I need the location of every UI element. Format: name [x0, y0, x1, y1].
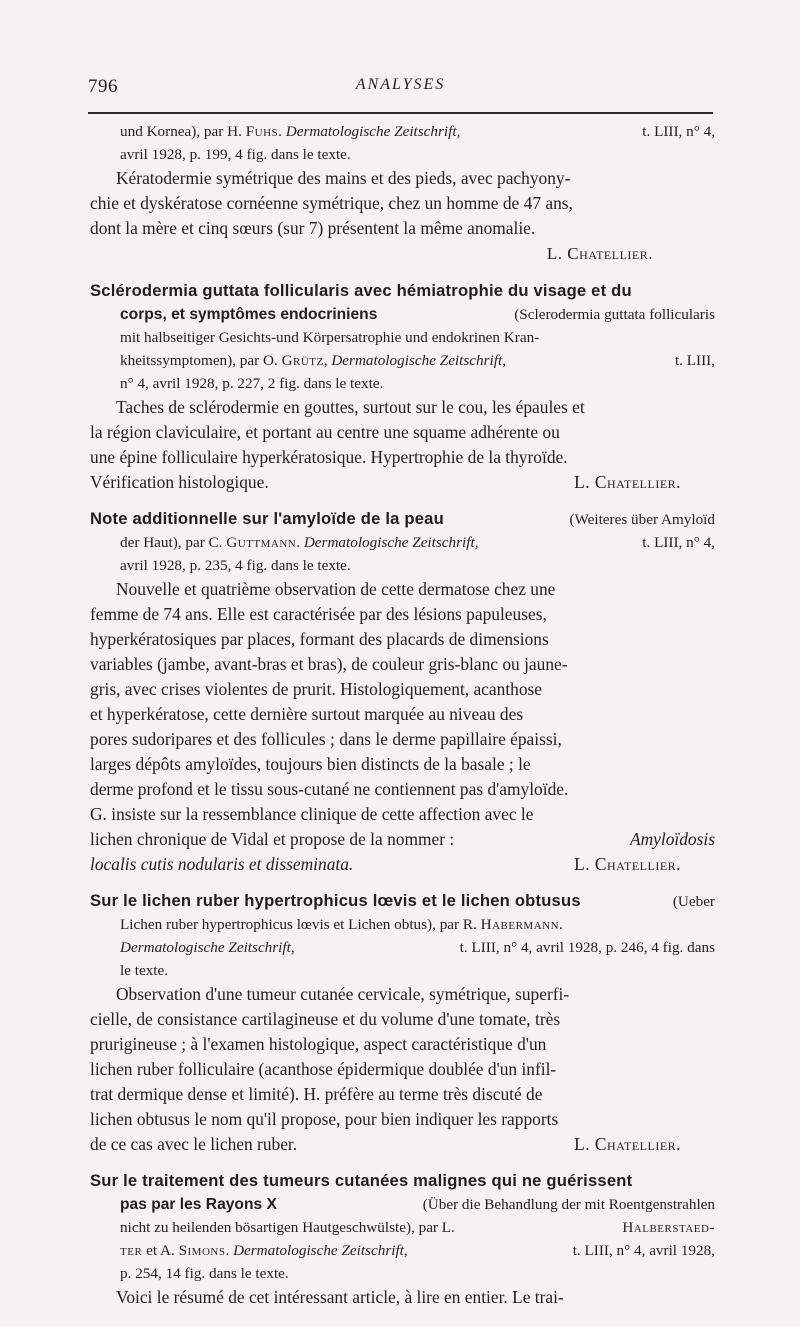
header-rule — [88, 112, 713, 114]
body-line: larges dépôts amyloïdes, toujours bien distincts de la basale ; le — [90, 754, 531, 774]
body-line: la région claviculaire, et portant au centre une squame adhérente ou — [90, 422, 560, 442]
article-body — [90, 982, 715, 1157]
journal-name: Dermatologische Zeitschrift, — [331, 352, 506, 369]
article-reference: und Kornea), par H. Fuhs. Dermatologische Zeitschrift, t. LIII, n° 4, avril 1928, p. 199, 4 fig. dans le texte. — [120, 123, 715, 163]
body-line: lichen obtusus le nom qu'il propose, pour bien indiquer les rapports — [90, 1109, 559, 1129]
author-name: Halberstaed- — [622, 1219, 715, 1236]
running-title: ANALYSES — [355, 76, 446, 93]
article-title-cont: corps, et symptômes endocriniens — [120, 306, 378, 323]
article-grutz — [90, 278, 715, 495]
article-reference: Lichen ruber hypertrophicus lœvis et Lichen obtus), par R. Habermann. Dermatologische Zeitschrift, t. LIII, n° 4, avril 1928, p. 246, 4 fig. dans le texte. — [120, 916, 715, 979]
article-body — [90, 395, 715, 495]
journal-name: Dermatologische Zeitschrift, — [303, 534, 479, 551]
article-reference: der Haut), par C. Guttmann. Dermatologische Zeitschrift, t. LIII, n° 4, avril 1928, p. 235, 4 fig. dans le texte. — [120, 534, 715, 574]
article-body — [90, 1285, 715, 1310]
article-title: Sclérodermia guttata follicularis avec hémiatrophie du visage et du — [90, 281, 632, 300]
body-line: G. insiste sur la ressemblance clinique de cette affection avec le — [90, 804, 534, 824]
author-name: Guttmann — [226, 534, 297, 551]
journal-name: Dermatologische Zeitschrift, — [120, 939, 295, 956]
article-reference: pas par les Rayons X (Über die Behandlung der mit Roentgenstrahlen nicht zu heilenden bösartigen Hautgeschwülste), par L. Halberstaed- ter et A. Simons. Dermatologische Zeitschrift, t. LIII, n° 4, avril 1928, p. 254, 14 fig. dans le texte. — [90, 1193, 715, 1285]
body-line: trat dermique dense et limité). H. préfère au terme très discuté de — [90, 1084, 543, 1104]
body-line: variables (jambe, avant-bras et bras), de couleur gris-blanc ou jaune- — [90, 654, 568, 674]
body-italic: localis cutis nodularis et disseminata. — [90, 854, 354, 874]
body-line: hyperkératosiques par places, formant des placards de dimensions — [90, 629, 549, 649]
signature: L. Chatellier. — [546, 244, 653, 263]
author-name: Grütz — [281, 352, 324, 369]
body-italic: Amyloïdosis — [629, 829, 715, 849]
article-reference: corps, et symptômes endocriniens (Sclerodermia guttata follicularis mit halbseitiger Gesichts-und Körpersatrophie und endokrinen Kran- kheitssymptomen), par O. Grütz, Dermatologische Zeitschrift, t. LIII, n° 4, avril 1928, p. 227, 2 fig. dans le texte. — [90, 303, 715, 395]
author-name: Simons — [178, 1242, 226, 1259]
body-line: une épine folliculaire hyperkératosique. Hypertrophie de la thyroïde. — [90, 447, 568, 467]
article-fuhs — [90, 120, 715, 267]
body-line: lichen ruber folliculaire (acanthose épidermique doublée d'un infil- — [90, 1059, 557, 1079]
body-line: de ce cas avec le lichen ruber. — [90, 1134, 298, 1154]
journal-name: Dermatologische Zeitschrift, — [233, 1242, 408, 1259]
body-line: gris, avec crises violentes de prurit. Histologiquement, acanthose — [90, 679, 543, 699]
body-line: femme de 74 ans. Elle est caractérisée par des lésions papuleuses, — [90, 604, 547, 624]
body-line: dont la mère et cinq sœurs (sur 7) présentent la même anomalie. — [90, 218, 536, 238]
body-line: Voici le résumé de cet intéressant article, à lire en entier. Le trai- — [116, 1287, 564, 1307]
author-name: Habermann — [480, 916, 560, 933]
signature: L. Chatellier. — [574, 1134, 681, 1154]
body-line: derme profond et le tissu sous-cutané ne contiennent pas d'amyloïde. — [90, 779, 569, 799]
body-line: Kératodermie symétrique des mains et des pieds, avec pachyony- — [116, 168, 571, 188]
page-header — [88, 76, 713, 100]
journal-name: Dermatologische Zeitschrift, — [285, 123, 461, 140]
signature: L. Chatellier. — [574, 854, 681, 874]
main-content — [90, 120, 715, 1315]
body-line: chie et dyskératose cornéenne symétrique, chez un homme de 47 ans, — [90, 193, 573, 213]
page-number: 796 — [88, 76, 118, 97]
body-line: lichen chronique de Vidal et propose de la nommer : — [90, 829, 455, 849]
article-title: Note additionnelle sur l'amyloïde de la peau — [90, 509, 444, 528]
article-body — [90, 166, 715, 241]
body-line: Observation d'une tumeur cutanée cervicale, symétrique, superfi- — [116, 984, 570, 1004]
body-line: pores sudoripares et des follicules ; dans le derme papillaire épaissi, — [90, 729, 562, 749]
body-line: cielle, de consistance cartilagineuse et du volume d'une tomate, très — [90, 1009, 561, 1029]
author-name: Fuhs — [245, 123, 279, 140]
signature: L. Chatellier. — [574, 472, 681, 492]
article-guttmann: Note additionnelle sur l'amyloïde de la peau (Weiteres über Amyloïd der Haut), par C. Guttmann. Dermatologische Zeitschrift, t. LIII, n° 4, avril 1928, p. 235, 4 fig. dans le texte. Nouvelle et quatrième observation de cette dermatose chez une femme de 74 ans. Elle est caractérisée par des lésions papuleuses, hyperkératosiques par places, formant des placards de dimensions variables (jambe, avant-bras et bras), de couleur gris-blanc ou jaune- gris, avec crises violentes de prurit. Histologiquement, acanthose et hyperkératose, cette dernière surtout marquée au niveau des pores sudoripares et des follicules ; dans le derme papillaire épaissi, larges dépôts amyloïdes, toujours bien distincts de la basale ; le derme profond et le tissu sous-cutané ne contiennent pas d'amyloïde. G. insiste sur la ressemblance clinique de cette affection avec le lichen chronique de Vidal et propose de la nommer : Amyloïdosis localis cutis nodularis et disseminata. L. Chatellier. — [90, 506, 715, 877]
article-title-cont: pas par les Rayons X — [120, 1196, 277, 1213]
body-line: Vérification histologique. — [90, 472, 269, 492]
article-title: Sur le traitement des tumeurs cutanées malignes qui ne guérissent — [90, 1171, 633, 1190]
body-line: et hyperkératose, cette dernière surtout marquée au niveau des — [90, 704, 524, 724]
body-line: Nouvelle et quatrième observation de cette dermatose chez une — [116, 579, 556, 599]
body-line: Taches de sclérodermie en gouttes, surtout sur le cou, les épaules et — [116, 397, 585, 417]
author-name: ter — [120, 1242, 143, 1259]
article-body — [90, 577, 715, 877]
article-habermann: Sur le lichen ruber hypertrophicus lœvis et le lichen obtusus (Ueber Lichen ruber hypertrophicus lœvis et Lichen obtus), par R. Habermann. Dermatologische Zeitschrift, t. LIII, n° 4, avril 1928, p. 246, 4 fig. dans le texte. Observation d'une tumeur cutanée cervicale, symétrique, superfi- cielle, de consistance cartilagineuse et du volume d'une tomate, très prurigineuse ; à l'examen histologique, aspect caractéristique d'un lichen ruber folliculaire (acanthose épidermique doublée d'un infil- trat dermique dense et limité). H. préfère au terme très discuté de lichen obtusus le nom qu'il propose, pour bien indiquer les rapports de ce cas avec le lichen ruber. L. Chatellier. — [90, 888, 715, 1157]
body-line: prurigineuse ; à l'examen histologique, aspect caractéristique d'un — [90, 1034, 547, 1054]
article-halberstaedter — [90, 1168, 715, 1310]
article-title: Sur le lichen ruber hypertrophicus lœvis et le lichen obtusus — [90, 891, 581, 910]
